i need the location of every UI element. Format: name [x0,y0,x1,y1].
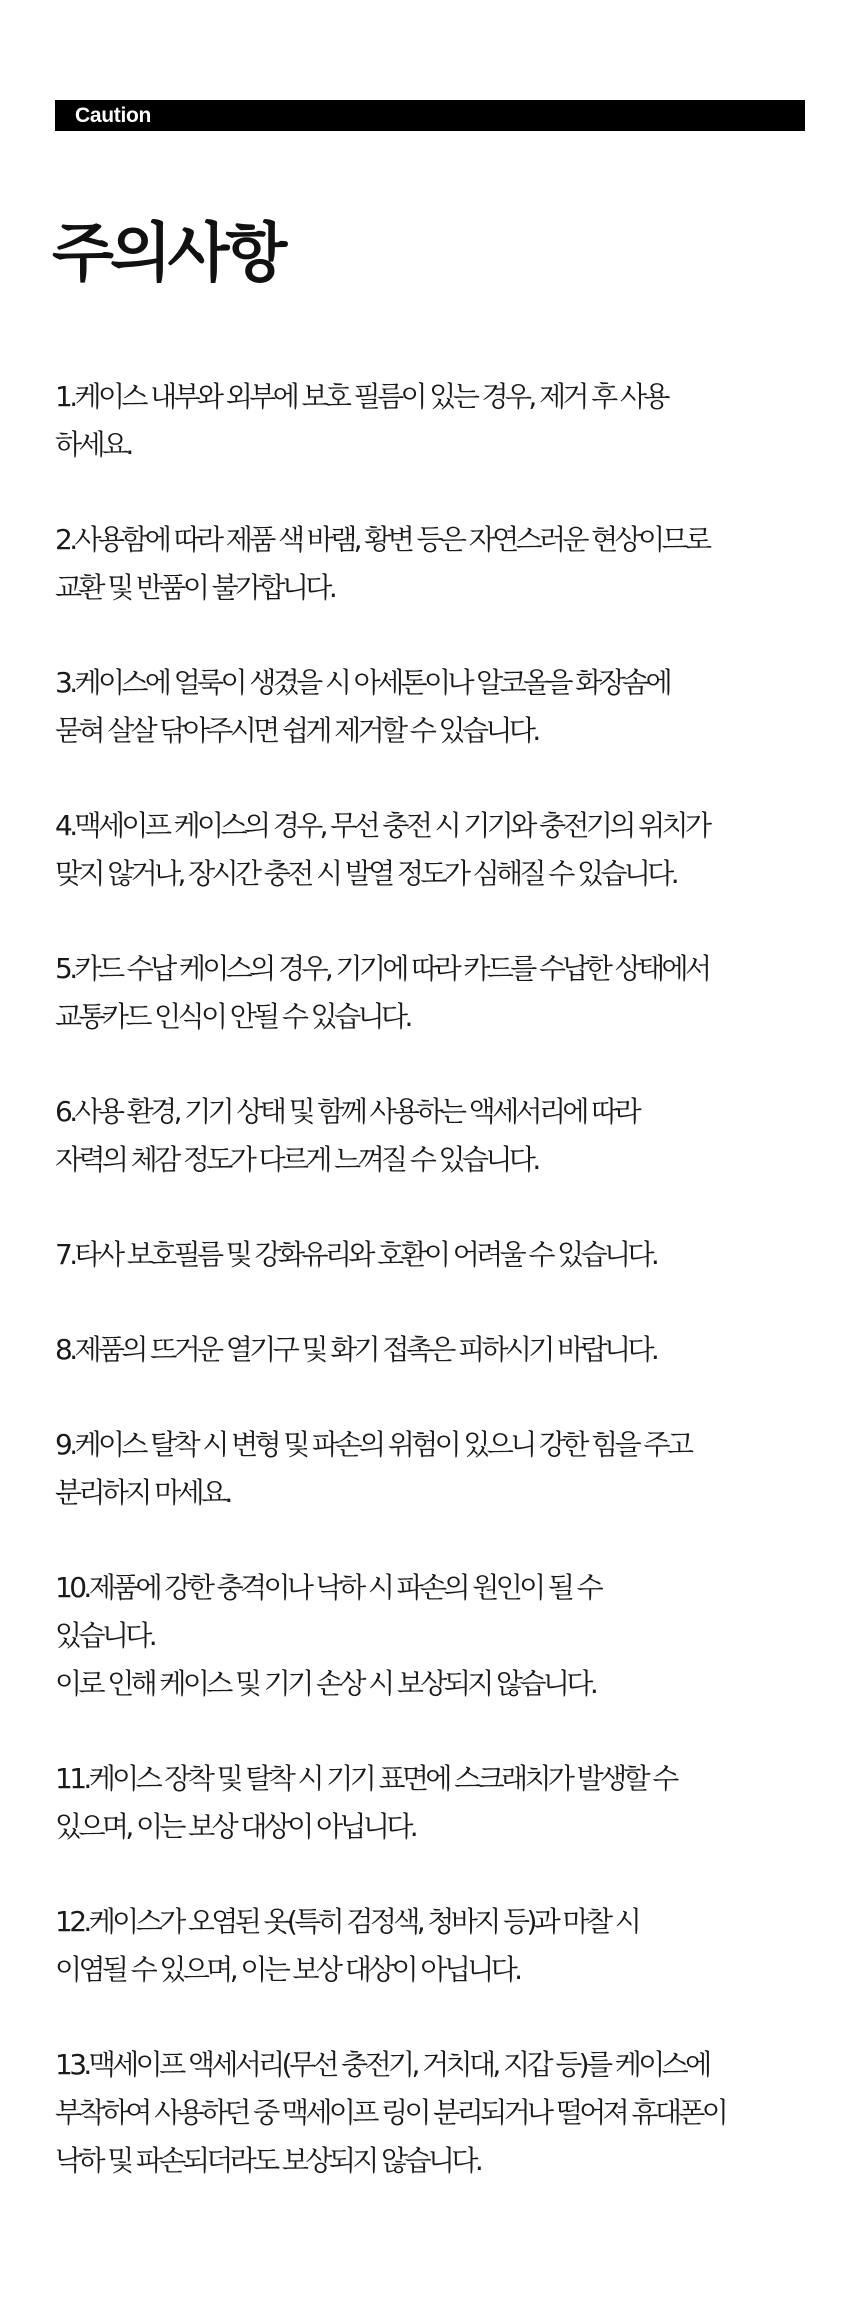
notice-text-line: 맞지 않거나, 장시간 충전 시 발열 정도가 심해질 수 있습니다. [55,857,677,890]
notice-text-line: 12.케이스가 오염된 옷(특히 검정색, 청바지 등)과 마찰 시 [55,1905,639,1938]
notice-item [55,1421,825,1517]
notice-text-line: 13.맥세이프 액세서리(무선 충전기, 거치대, 지갑 등)를 케이스에 [55,2048,709,2081]
notice-text-line: 교환 및 반품이 불가합니다. [55,571,335,604]
notice-text-line: 8.제품의 뜨거운 열기구 및 화기 접촉은 피하시기 바랍니다. [55,1333,657,1366]
caution-banner [55,100,805,131]
notice-item [55,659,825,755]
notice-text-line: 낙하 및 파손되더라도 보상되지 않습니다. [55,2144,481,2177]
notice-text-line: 2.사용함에 따라 제품 색 바램, 황변 등은 자연스러운 현상이므로 [55,523,709,556]
notice-text-line: 11.케이스 장착 및 탈착 시 기기 표면에 스크래치가 발생할 수 [55,1762,676,1795]
notice-text-line: 9.케이스 탈착 시 변형 및 파손의 위험이 있으니 강한 힘을 주고 [55,1428,691,1461]
notice-item [55,1088,825,1184]
notice-item [55,1231,825,1279]
notice-item [55,2041,825,2185]
notice-text-line: 1.케이스 내부와 외부에 보호 필름이 있는 경우, 제거 후 사용 [55,380,667,413]
notice-text-line: 5.카드 수납 케이스의 경우, 기기에 따라 카드를 수납한 상태에서 [55,952,709,985]
caution-label: Caution [75,104,152,127]
notice-text-line: 7.타사 보호필름 및 강화유리와 호환이 어려울 수 있습니다. [55,1238,657,1271]
notice-item [55,1755,825,1851]
notice-text-line: 4.맥세이프 케이스의 경우, 무선 충전 시 기기와 충전기의 위치가 [55,809,709,842]
notice-text-line: 교통카드 인식이 안될 수 있습니다. [55,1000,410,1033]
caution-notice-list [55,373,825,2232]
notice-item [55,516,825,612]
notice-item [55,1564,825,1708]
notice-text-line: 10.제품에 강한 충격이나 낙하 시 파손의 원인이 될 수 [55,1571,601,1604]
notice-item [55,945,825,1041]
notice-item [55,373,825,469]
page-title: 주의사항 [52,217,284,291]
notice-text-line: 묻혀 살살 닦아주시면 쉽게 제거할 수 있습니다. [55,714,538,747]
notice-text-line: 있습니다. [55,1619,155,1652]
notice-text-line: 부착하여 사용하던 중 맥세이프 링이 분리되거나 떨어져 휴대폰이 [55,2096,726,2129]
notice-text-line: 있으며, 이는 보상 대상이 아닙니다. [55,1810,416,1843]
notice-item [55,1326,825,1374]
notice-text-line: 이로 인해 케이스 및 기기 손상 시 보상되지 않습니다. [55,1667,596,1700]
notice-item [55,1898,825,1994]
notice-text-line: 하세요. [55,428,131,461]
notice-text-line: 분리하지 마세요. [55,1476,230,1509]
notice-text-line: 6.사용 환경, 기기 상태 및 함께 사용하는 액세서리에 따라 [55,1095,639,1128]
notice-text-line: 자력의 체감 정도가 다르게 느껴질 수 있습니다. [55,1143,538,1176]
notice-text-line: 이염될 수 있으며, 이는 보상 대상이 아닙니다. [55,1953,520,1986]
notice-text-line: 3.케이스에 얼룩이 생겼을 시 아세톤이나 알코올을 화장솜에 [55,666,670,699]
notice-item [55,802,825,898]
